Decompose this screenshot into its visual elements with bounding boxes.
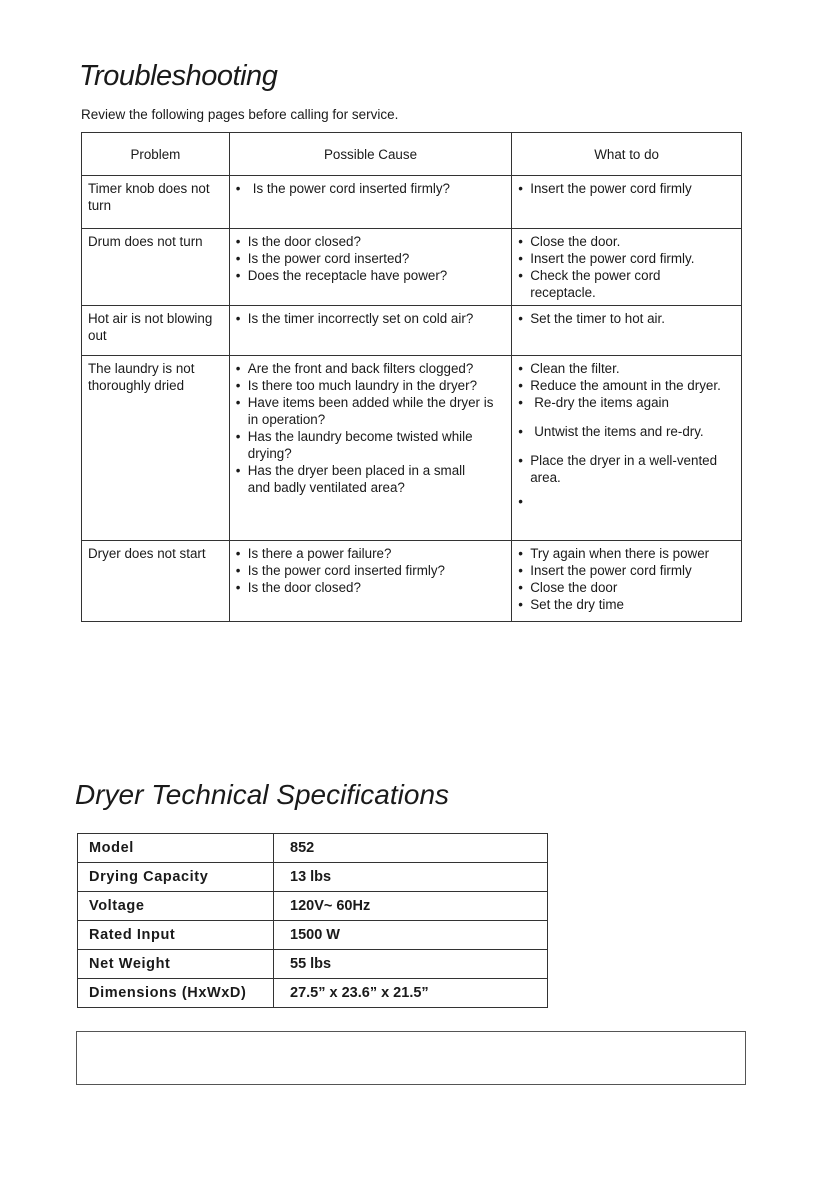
spec-label: Voltage <box>78 892 274 921</box>
empty-bullet <box>518 493 737 510</box>
spec-row <box>78 892 548 921</box>
spec-row <box>78 863 548 892</box>
header-cause: Possible Cause <box>229 133 511 176</box>
problem-cell: Hot air is not blowing out <box>82 306 230 356</box>
list-item: • Insert the power cord firmly <box>518 180 737 197</box>
list-item: • Set the timer to hot air. <box>518 310 737 327</box>
header-problem: Problem <box>82 133 230 176</box>
troubleshooting-table <box>81 132 742 622</box>
list-item: • Insert the power cord firmly <box>518 562 737 579</box>
table-row <box>82 541 742 622</box>
list-item: • Set the dry time <box>518 596 737 613</box>
list-item: • Is the power cord inserted? <box>236 250 507 267</box>
list-item: • Reduce the amount in the dryer. <box>518 377 737 394</box>
list-item: • Is there too much laundry in the dryer? <box>236 377 507 394</box>
cause-cell <box>229 176 511 229</box>
cause-cell <box>229 541 511 622</box>
problem-cell: The laundry is not thoroughly dried <box>82 356 230 541</box>
spec-row <box>78 979 548 1008</box>
list-item: • Is the power cord inserted firmly? <box>236 180 507 197</box>
intro-text: Review the following pages before calling for service. <box>81 107 399 122</box>
list-item: • Place the dryer in a well-vented area. <box>518 452 737 486</box>
table-row <box>82 176 742 229</box>
empty-note-box <box>76 1031 746 1085</box>
header-action: What to do <box>512 133 742 176</box>
spec-row <box>78 834 548 863</box>
list-item: • Has the laundry become twisted while drying? <box>236 428 507 462</box>
list-item: • Is the timer incorrectly set on cold air? <box>236 310 507 327</box>
spec-value: 1500 W <box>274 921 548 950</box>
spec-label: Drying Capacity <box>78 863 274 892</box>
table-header-row <box>82 133 742 176</box>
list-item: • Is the door closed? <box>236 233 507 250</box>
action-cell <box>512 306 742 356</box>
spec-row <box>78 950 548 979</box>
cause-cell <box>229 306 511 356</box>
cause-cell <box>229 229 511 306</box>
list-item: • Untwist the items and re-dry. <box>518 423 737 440</box>
table-row <box>82 356 742 541</box>
spec-value: 13 lbs <box>274 863 548 892</box>
list-item: • Close the door <box>518 579 737 596</box>
problem-cell: Dryer does not start <box>82 541 230 622</box>
specs-title: Dryer Technical Specifications <box>75 779 450 810</box>
problem-cell: Drum does not turn <box>82 229 230 306</box>
list-item: • Is the power cord inserted firmly? <box>236 562 507 579</box>
specs-table <box>77 833 548 1008</box>
list-item: • Close the door. <box>518 233 737 250</box>
spec-label: Net Weight <box>78 950 274 979</box>
action-cell <box>512 229 742 306</box>
list-item: • Is there a power failure? <box>236 545 507 562</box>
list-item: • Have items been added while the dryer is in operation? <box>236 394 507 428</box>
action-cell <box>512 356 742 541</box>
list-item: • Is the door closed? <box>236 579 507 596</box>
spec-label: Dimensions (HxWxD) <box>78 979 274 1008</box>
list-item: • Clean the filter. <box>518 360 737 377</box>
spec-row <box>78 921 548 950</box>
table-row <box>82 306 742 356</box>
spec-value: 55 lbs <box>274 950 548 979</box>
list-item: • Insert the power cord firmly. <box>518 250 737 267</box>
action-cell <box>512 541 742 622</box>
spec-value: 852 <box>274 834 548 863</box>
list-item: • Check the power cord receptacle. <box>518 267 737 301</box>
spec-value: 120V~ 60Hz <box>274 892 548 921</box>
list-item: • Are the front and back filters clogged? <box>236 360 507 377</box>
spec-label: Model <box>78 834 274 863</box>
cause-cell <box>229 356 511 541</box>
action-cell <box>512 176 742 229</box>
list-item: • Try again when there is power <box>518 545 737 562</box>
spec-label: Rated Input <box>78 921 274 950</box>
list-item: • Re-dry the items again <box>518 394 737 411</box>
troubleshooting-title: Troubleshooting <box>79 60 278 92</box>
spec-value: 27.5” x 23.6” x 21.5” <box>274 979 548 1008</box>
problem-cell: Timer knob does not turn <box>82 176 230 229</box>
list-item: • Does the receptacle have power? <box>236 267 507 284</box>
list-item: • Has the dryer been placed in a small and badly ventilated area? <box>236 462 507 496</box>
table-row <box>82 229 742 306</box>
